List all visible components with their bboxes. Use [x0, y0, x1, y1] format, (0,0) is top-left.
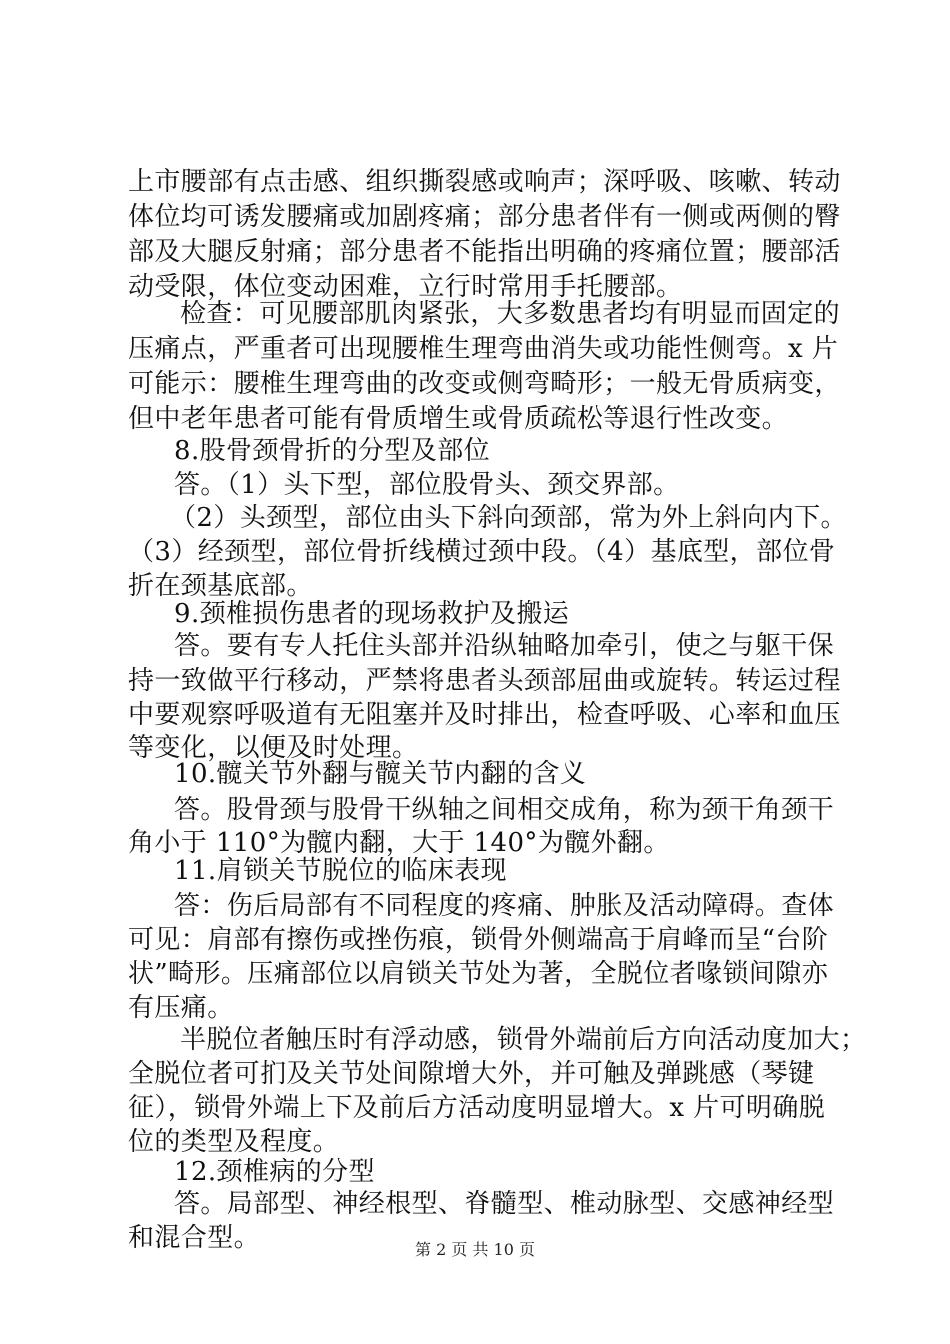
section-heading: 11.肩锁关节脱位的临床表现 — [174, 856, 507, 886]
section-heading: 8.股骨颈骨折的分型及部位 — [174, 436, 491, 466]
text-line: （3）经颈型，部位骨折线横过颈中段。（4）基底型，部位骨 — [128, 537, 836, 567]
text-line: 折在颈基底部。 — [128, 571, 313, 601]
text-line: 有压痛。 — [128, 993, 234, 1023]
text-line: 答。（1）头下型，部位股骨头、颈交界部。 — [174, 470, 680, 500]
text-line: 压痛点，严重者可出现腰椎生理弯曲消失或功能性侧弯。x 片 — [128, 334, 839, 364]
page-number-footer: 第 2 页 共 10 页 — [415, 1240, 535, 1259]
text-line: 等变化，以便及时处理。 — [128, 733, 419, 763]
text-line: 持一致做平行移动，严禁将患者头颈部屈曲或旋转。转运过程 — [128, 666, 841, 696]
text-line: 和混合型。 — [128, 1223, 261, 1253]
section-heading: 12.颈椎病的分型 — [174, 1157, 375, 1187]
text-line: 答。股骨颈与股骨干纵轴之间相交成角，称为颈干角颈干 — [174, 795, 835, 825]
text-line: 状”畸形。压痛部位以肩锁关节处为著，全脱位者喙锁间隙亦 — [128, 959, 829, 989]
text-line: 检查：可见腰部肌肉紧张，大多数患者均有明显而固定的 — [180, 299, 841, 329]
text-line: 上市腰部有点击感、组织撕裂感或响声；深呼吸、咳嗽、转动 — [128, 167, 841, 197]
text-line: 半脱位者触压时有浮动感，锁骨外端前后方向活动度加大； — [180, 1025, 867, 1055]
text-line: 动受限，体位变动困难，立行时常用手托腰部。 — [128, 272, 683, 302]
text-line: 可能示：腰椎生理弯曲的改变或侧弯畸形；一般无骨质病变， — [128, 369, 841, 399]
text-line: 征），锁骨外端上下及前后方活动度明显增大。x 片可明确脱 — [128, 1093, 826, 1123]
text-line: （2）头颈型，部位由头下斜向颈部，常为外上斜向内下。 — [170, 503, 847, 533]
section-heading: 9.颈椎损伤患者的现场救护及搬运 — [174, 599, 570, 629]
text-line: 部及大腿反射痛；部分患者不能指出明确的疼痛位置；腰部活 — [128, 237, 841, 267]
text-line: 可见：肩部有擦伤或挫伤痕，锁骨外侧端高于肩峰而呈“台阶 — [128, 925, 829, 955]
text-line: 中要观察呼吸道有无阻塞并及时排出，检查呼吸、心率和血压 — [128, 700, 841, 730]
section-heading: 10.髋关节外翻与髋关节内翻的含义 — [174, 759, 587, 789]
text-line: 答：伤后局部有不同程度的疼痛、肿胀及活动障碍。查体 — [174, 891, 835, 921]
text-line: 体位均可诱发腰痛或加剧疼痛；部分患者伴有一侧或两侧的臀 — [128, 202, 841, 232]
text-line: 角小于 110°为髋内翻，大于 140°为髋外翻。 — [128, 828, 670, 858]
text-line: 答。要有专人托住头部并沿纵轴略加牵引，使之与躯干保 — [174, 631, 835, 661]
text-line: 答。局部型、神经根型、脊髓型、椎动脉型、交感神经型 — [174, 1189, 835, 1219]
text-line: 但中老年患者可能有骨质增生或骨质疏松等退行性改变。 — [128, 404, 789, 434]
text-line: 位的类型及程度。 — [128, 1127, 340, 1157]
text-line: 全脱位者可扪及关节处间隙增大外，并可触及弹跳感（琴键 — [128, 1059, 815, 1089]
